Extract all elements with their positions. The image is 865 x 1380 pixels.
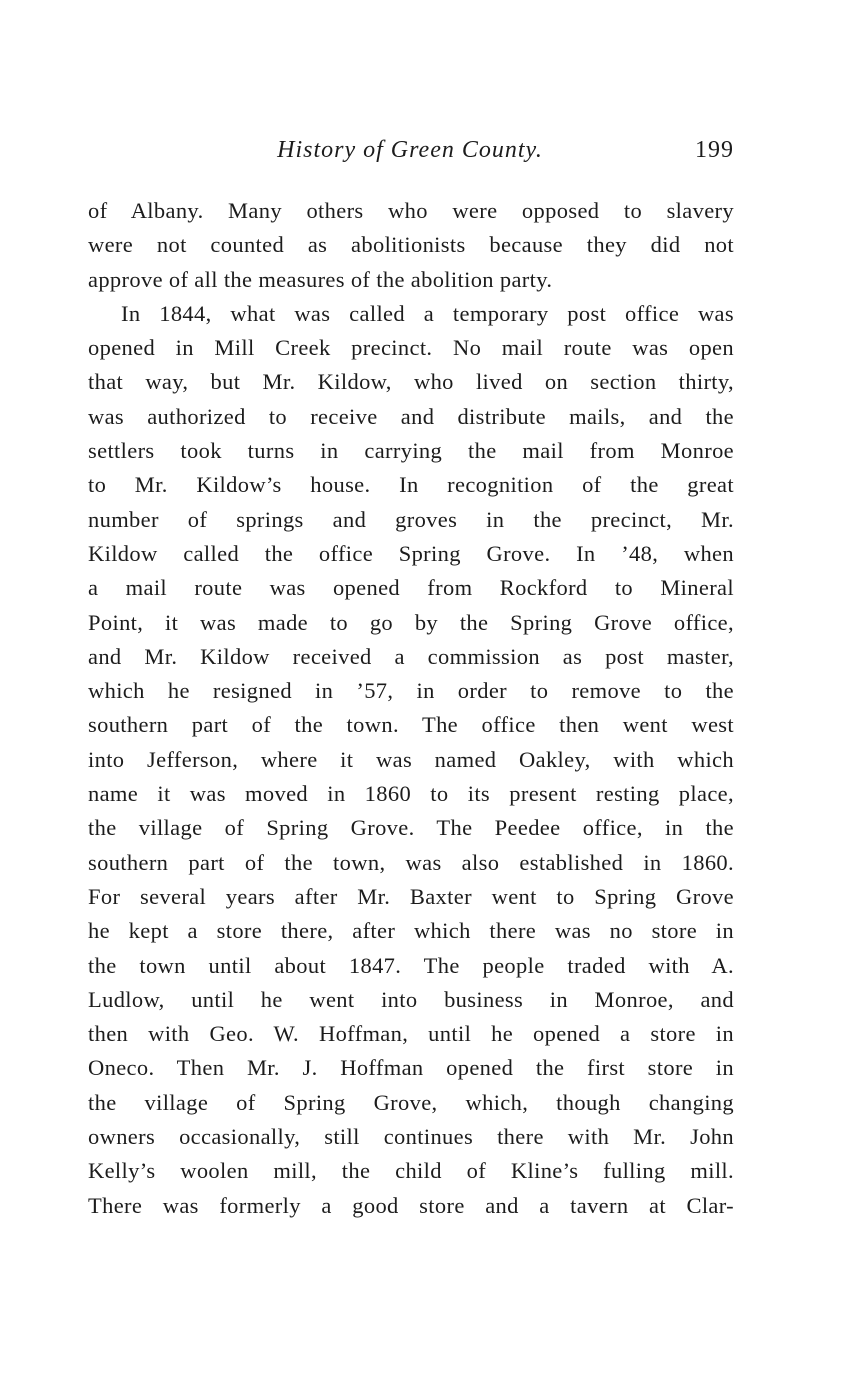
page-header: [86, 133, 734, 167]
text-line: Kelly’s woolen mill, the child of Kline’s fulling mill.: [88, 1158, 734, 1184]
text-line: owners occasionally, still continues there with Mr. John: [88, 1124, 734, 1150]
text-line: then with Geo. W. Hoffman, until he opened a store in: [88, 1021, 734, 1047]
page-number: 199: [695, 137, 734, 163]
text-line: There was formerly a good store and a tavern at Clar-: [88, 1192, 734, 1218]
text-line: he kept a store there, after which there was no store in: [88, 918, 734, 944]
text-line: the village of Spring Grove, which, though changing: [88, 1089, 734, 1115]
text-line: number of springs and groves in the precinct, Mr.: [88, 506, 734, 532]
text-line: Oneco. Then Mr. J. Hoffman opened the first store in: [88, 1055, 734, 1081]
text-line: into Jefferson, where it was named Oakley, with which: [88, 746, 734, 772]
text-line: name it was moved in 1860 to its present resting place,: [88, 781, 734, 807]
text-line: which he resigned in ’57, in order to remove to the: [88, 678, 734, 704]
text-line: southern part of the town. The office then went west: [88, 712, 734, 738]
text-line: the town until about 1847. The people traded with A.: [88, 952, 734, 978]
text-line: the village of Spring Grove. The Peedee office, in the: [88, 815, 734, 841]
text-line: southern part of the town, was also established in 1860.: [88, 849, 734, 875]
text-line: opened in Mill Creek precinct. No mail route was open: [88, 335, 734, 361]
body-text: [88, 194, 734, 1223]
running-title: History of Green County.: [277, 137, 543, 163]
text-line: In 1844, what was called a temporary post office was: [121, 300, 734, 326]
text-line: For several years after Mr. Baxter went to Spring Grove: [88, 883, 734, 909]
text-line: to Mr. Kildow’s house. In recognition of the great: [88, 472, 734, 498]
text-line: were not counted as abolitionists because they did not: [88, 232, 734, 258]
text-line: that way, but Mr. Kildow, who lived on section thirty,: [88, 369, 734, 395]
text-line: Kildow called the office Spring Grove. In ’48, when: [88, 540, 734, 566]
text-line: Point, it was made to go by the Spring Grove office,: [88, 609, 734, 635]
text-line: and Mr. Kildow received a commission as post master,: [88, 643, 734, 669]
text-line: Ludlow, until he went into business in Monroe, and: [88, 986, 734, 1012]
text-line: settlers took turns in carrying the mail from Monroe: [88, 438, 734, 464]
text-line: of Albany. Many others who were opposed to slavery: [88, 198, 734, 223]
text-line: approve of all the measures of the abolition party.: [88, 266, 553, 292]
text-line: was authorized to receive and distribute mails, and the: [88, 403, 734, 429]
text-line: a mail route was opened from Rockford to Mineral: [88, 575, 734, 601]
